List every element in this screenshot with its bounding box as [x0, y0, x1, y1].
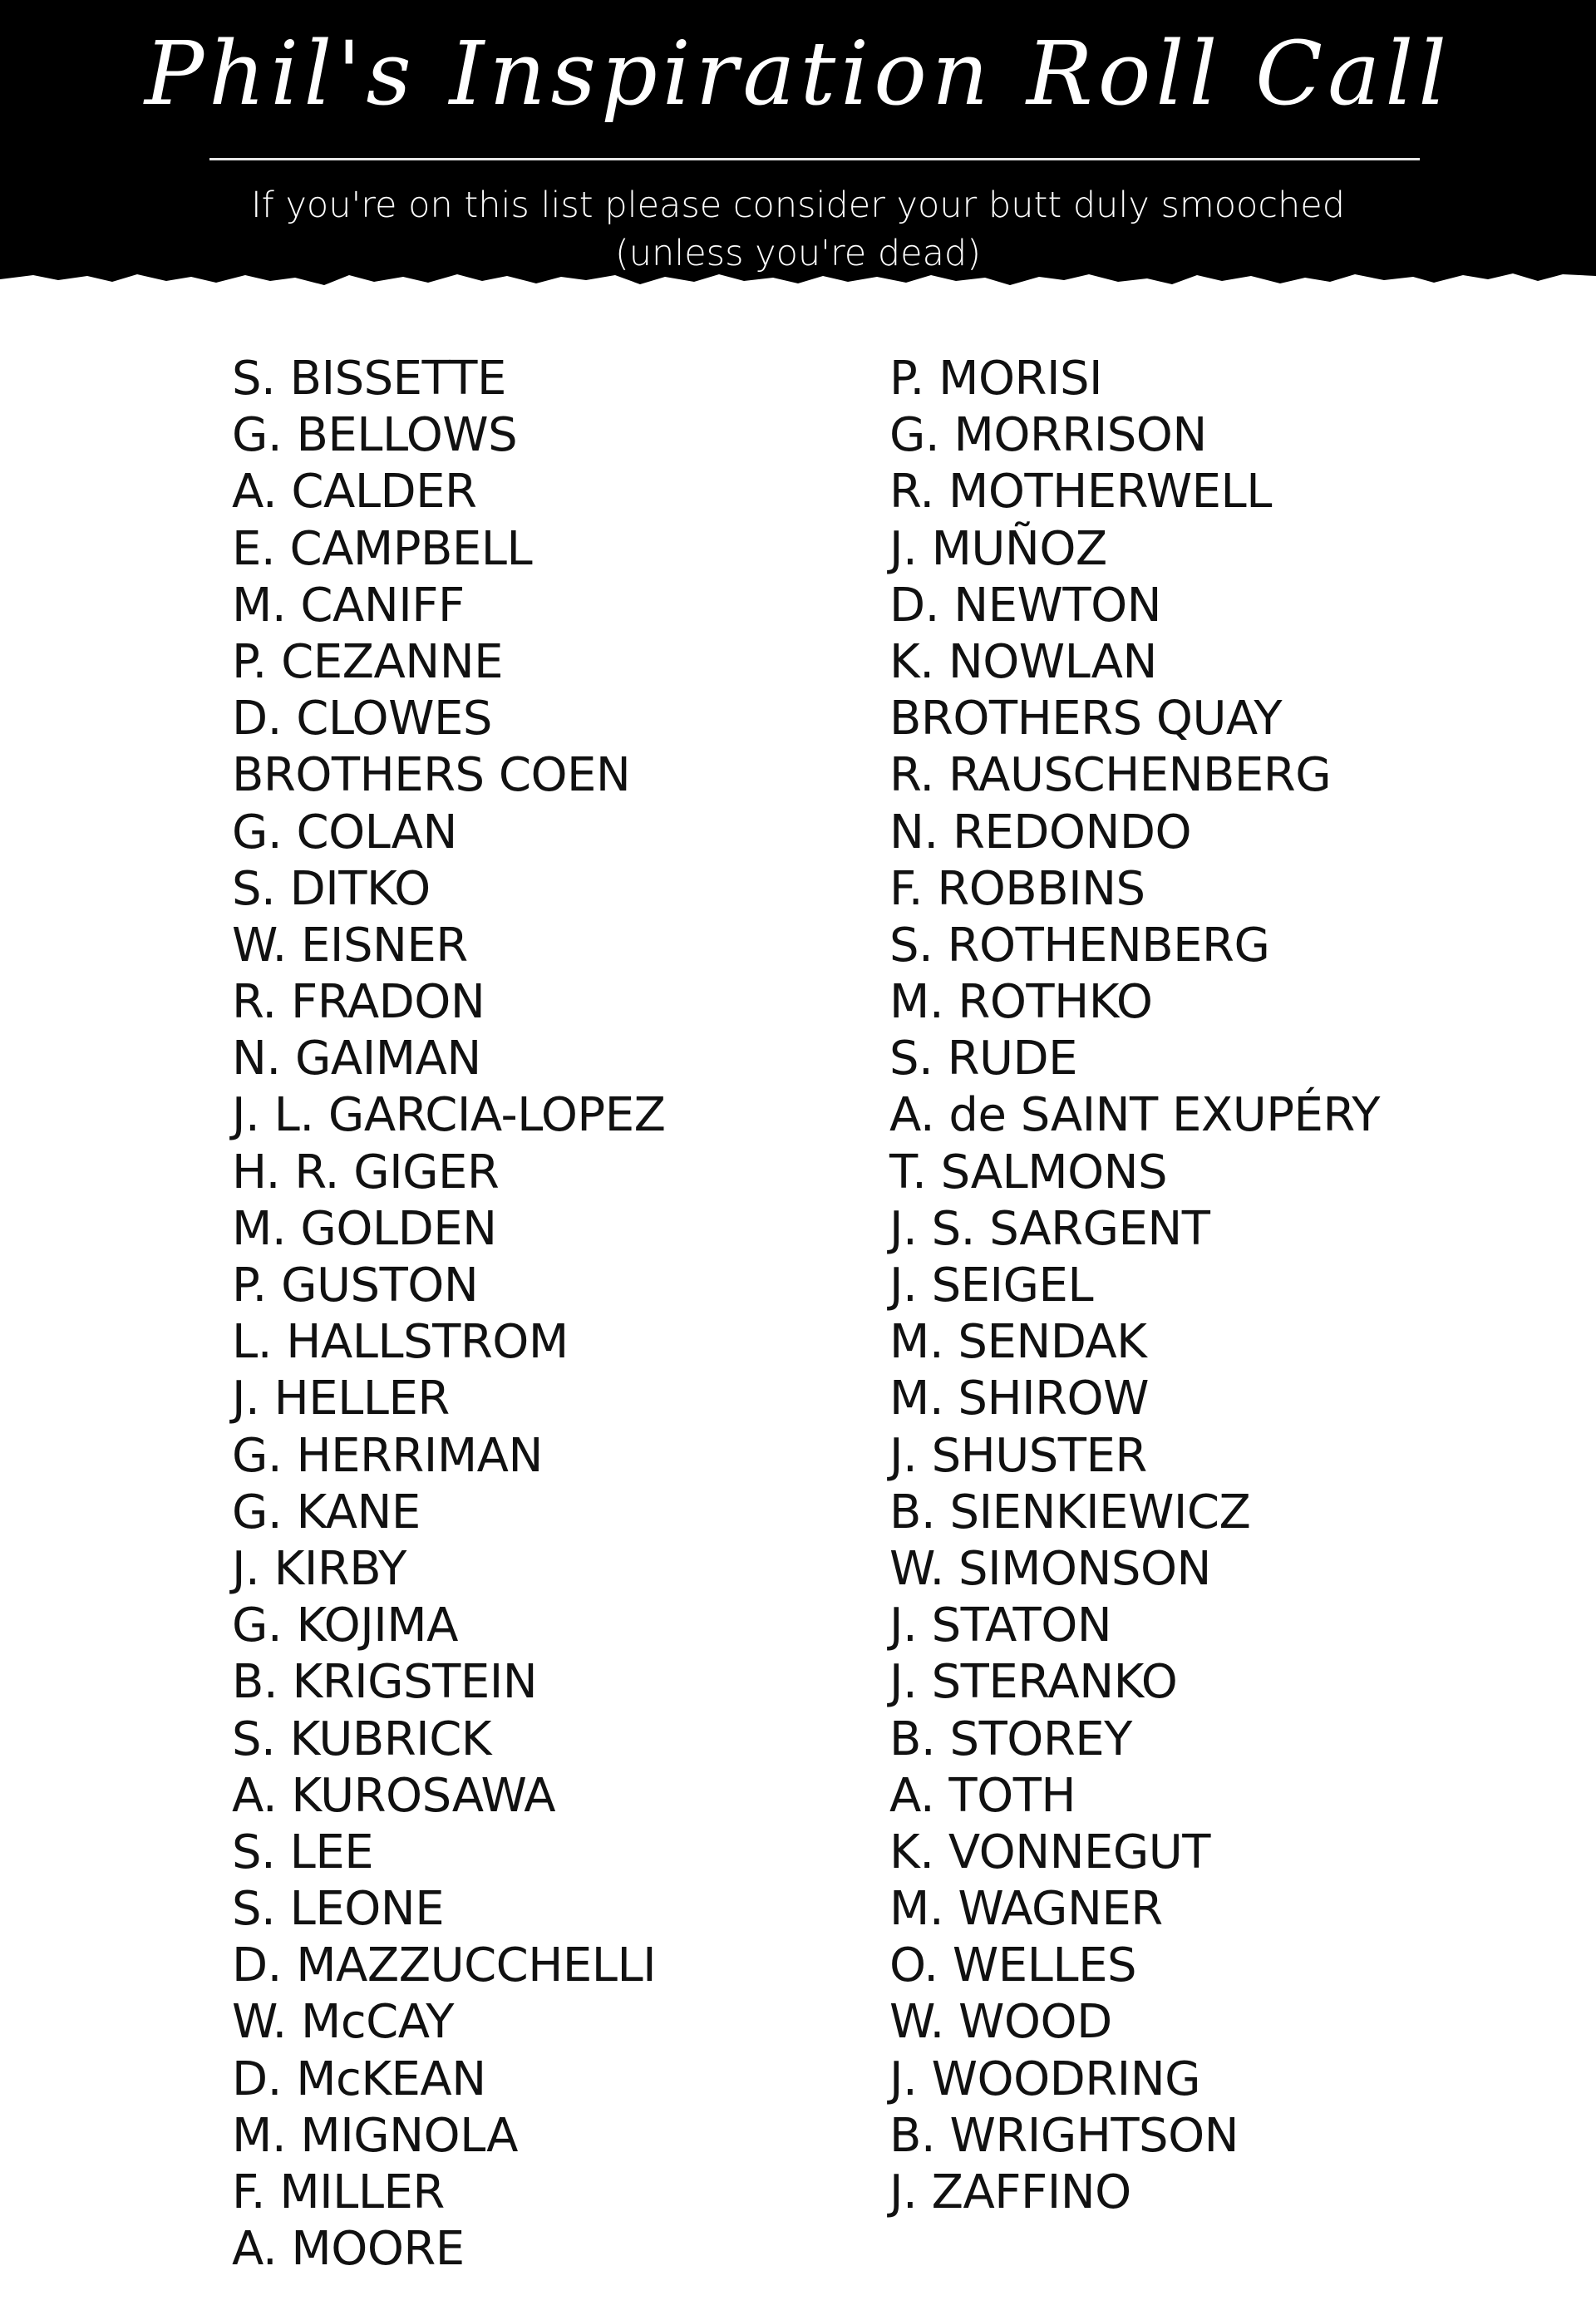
page-title: Phil's Inspiration Roll Call	[144, 22, 1452, 125]
name-list-item: J. S. SARGENT	[889, 1201, 1210, 1256]
name-list-item: J. MUÑOZ	[889, 521, 1107, 576]
name-list-item: J. WOODRING	[889, 2052, 1200, 2106]
name-list-item: S. RUDE	[889, 1032, 1078, 1086]
name-list-item: D. NEWTON	[889, 578, 1162, 633]
name-list-item: N. REDONDO	[889, 805, 1192, 860]
name-list-item: R. RAUSCHENBERG	[889, 748, 1332, 803]
name-list-item: K. NOWLAN	[889, 634, 1157, 689]
name-list-item: T. SALMONS	[889, 1145, 1168, 1199]
name-list-item: W. WOOD	[889, 1995, 1112, 2050]
subtitle-line-2: (unless you're dead)	[614, 233, 981, 274]
name-list-item: F. MILLER	[232, 2165, 445, 2219]
name-list-item: P. MORISI	[889, 352, 1103, 406]
names-column-right	[889, 351, 1380, 2221]
name-list-item: R. MOTHERWELL	[889, 465, 1272, 520]
name-list-item: O. WELLES	[889, 1938, 1136, 1993]
name-list-item: J. STERANKO	[889, 1655, 1178, 1710]
header-banner	[0, 0, 1596, 306]
name-list-item: B. KRIGSTEIN	[232, 1655, 538, 1710]
name-list-item: K. VONNEGUT	[889, 1825, 1210, 1879]
name-list-item: M. GOLDEN	[232, 1201, 497, 1256]
name-list-item: M. SENDAK	[889, 1315, 1147, 1370]
name-list-item: BROTHERS QUAY	[889, 692, 1283, 746]
name-list-item: N. GAIMAN	[232, 1032, 481, 1086]
name-list-item: G. KOJIMA	[232, 1598, 458, 1653]
name-list-item: A. de SAINT EXUPÉRY	[889, 1088, 1380, 1143]
name-list-item: S. DITKO	[232, 861, 431, 916]
name-list-item: W. McCAY	[232, 1995, 454, 2050]
name-list-item: W. SIMONSON	[889, 1541, 1211, 1596]
name-list-item: H. R. GIGER	[232, 1145, 500, 1199]
name-list-item: W. EISNER	[232, 918, 468, 973]
name-list-item: S. ROTHENBERG	[889, 918, 1270, 973]
name-list-item: M. SHIROW	[889, 1372, 1149, 1426]
title-divider	[209, 158, 1420, 160]
name-list-item: S. LEE	[232, 1825, 374, 1879]
name-list-item: L. HALLSTROM	[232, 1315, 569, 1370]
name-list-item: J. HELLER	[232, 1372, 450, 1426]
name-list-item: J. KIRBY	[232, 1541, 406, 1596]
name-list-item: G. KANE	[232, 1485, 421, 1539]
name-list-item: D. McKEAN	[232, 2052, 486, 2106]
name-list-item: G. COLAN	[232, 805, 457, 860]
name-list-item: R. FRADON	[232, 975, 485, 1030]
name-list-item: J. SHUSTER	[889, 1428, 1147, 1483]
subtitle-line-1: If you're on this list please consider your butt duly smooched	[250, 185, 1346, 226]
name-list-item: A. MOORE	[232, 2222, 465, 2277]
name-list-item: D. CLOWES	[232, 692, 492, 746]
name-list-item: D. MAZZUCCHELLI	[232, 1938, 657, 1993]
name-list-item: J. SEIGEL	[889, 1259, 1094, 1313]
name-list-item: M. CANIFF	[232, 578, 465, 633]
name-list-item: J. ZAFFINO	[889, 2165, 1131, 2219]
name-list-item: BROTHERS COEN	[232, 748, 631, 803]
name-list-item: B. SIENKIEWICZ	[889, 1485, 1251, 1539]
name-list-item: E. CAMPBELL	[232, 521, 533, 576]
name-list-item: A. KUROSAWA	[232, 1768, 556, 1823]
name-list-item: G. MORRISON	[889, 408, 1207, 463]
name-list-item: M. MIGNOLA	[232, 2108, 518, 2163]
name-list-item: A. TOTH	[889, 1768, 1076, 1823]
name-list-item: J. STATON	[889, 1598, 1112, 1653]
name-list-item: G. BELLOWS	[232, 408, 518, 463]
name-list-item: M. ROTHKO	[889, 975, 1153, 1030]
name-list-item: J. L. GARCIA-LOPEZ	[232, 1088, 666, 1143]
page-subtitle	[0, 181, 1596, 278]
name-list-item: G. HERRIMAN	[232, 1428, 543, 1483]
name-list-item: B. STOREY	[889, 1712, 1132, 1766]
name-list-item: P. GUSTON	[232, 1259, 479, 1313]
names-column-left	[232, 351, 665, 2278]
name-list-item: P. CEZANNE	[232, 634, 503, 689]
name-list-item: S. BISSETTE	[232, 352, 506, 406]
name-list-item: M. WAGNER	[889, 1882, 1163, 1937]
name-list-item: F. ROBBINS	[889, 861, 1145, 916]
name-list-item: S. KUBRICK	[232, 1712, 492, 1766]
name-list-item: S. LEONE	[232, 1882, 445, 1937]
name-list-item: A. CALDER	[232, 465, 477, 520]
name-list-item: B. WRIGHTSON	[889, 2108, 1239, 2163]
